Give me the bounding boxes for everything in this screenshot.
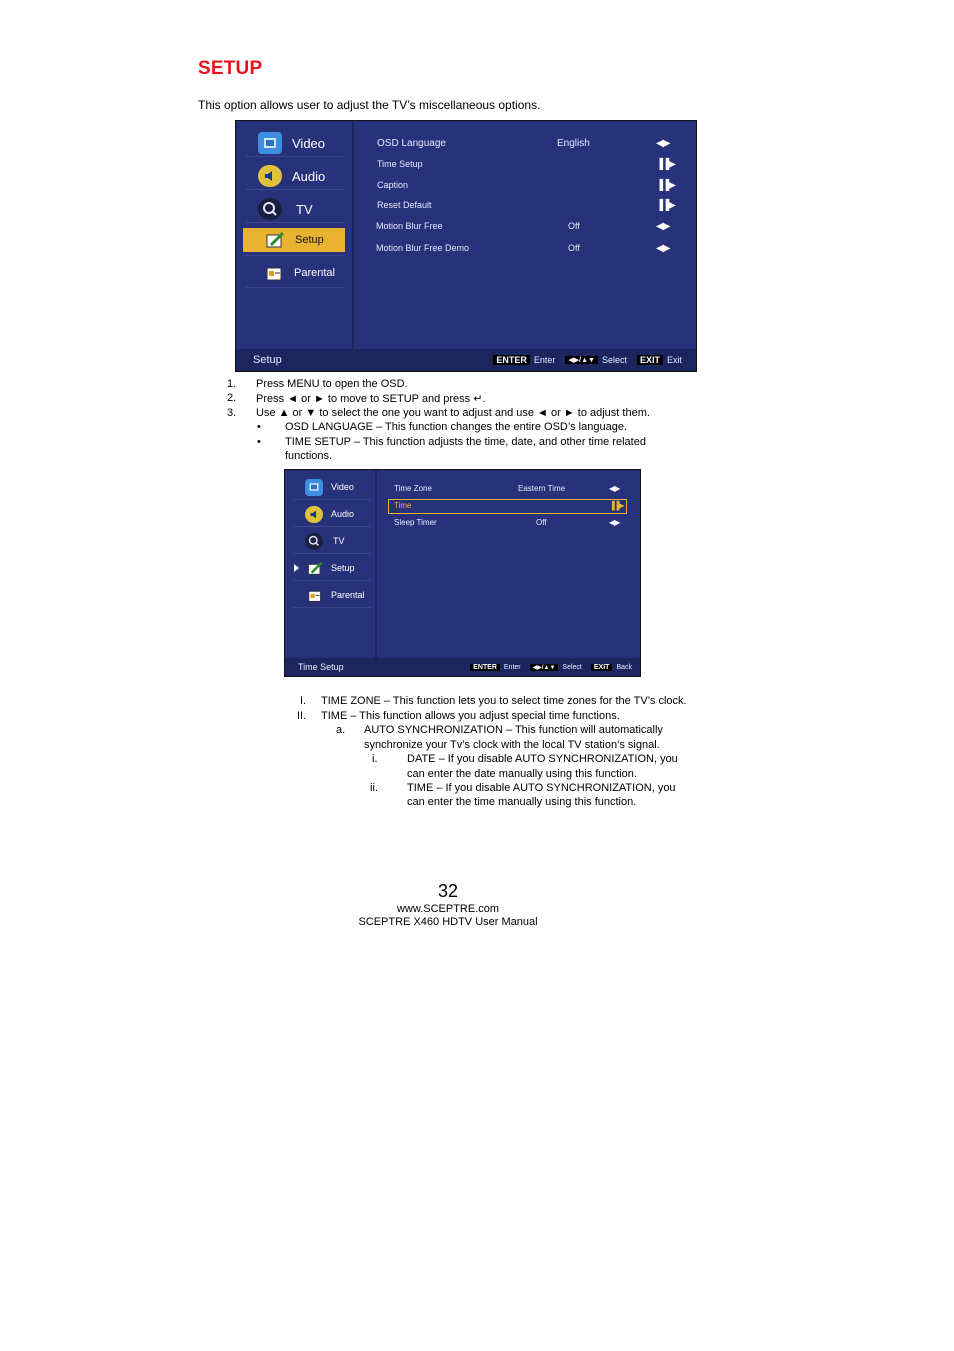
osd-setup-screenshot	[235, 120, 697, 372]
osd-menu-video[interactable]	[305, 476, 375, 498]
osd-status-bar	[285, 658, 640, 676]
key-hint: Back	[616, 663, 632, 671]
key-legend	[470, 658, 632, 676]
list-text: TIME – This function allows you adjust special time functions.	[321, 710, 620, 722]
row-label: Reset Default	[377, 200, 432, 210]
list-text: DATE – If you disable AUTO SYNCHRONIZATION, you	[407, 753, 678, 765]
lower-roman-number: ii.	[370, 782, 378, 794]
osd-row-motion-blur-free[interactable]	[376, 221, 676, 231]
left-right-arrow-icon: ◀▶	[656, 243, 670, 254]
left-right-arrow-icon: ◀▶	[609, 518, 620, 527]
menu-divider	[246, 156, 344, 157]
menu-divider	[293, 580, 371, 581]
step-number: 2.	[227, 392, 237, 404]
osd-row-caption[interactable]	[377, 180, 677, 190]
step-number: 1.	[227, 378, 237, 390]
osd-status-bar	[236, 349, 696, 371]
menu-divider	[293, 607, 371, 608]
step-text: Press MENU to open the OSD.	[256, 378, 408, 390]
osd-menu-parental[interactable]	[264, 260, 346, 286]
menu-divider	[293, 526, 371, 527]
row-label: Motion Blur Free	[376, 221, 443, 231]
key-legend	[493, 349, 682, 371]
osd-menu-label: TV	[296, 201, 313, 217]
osd-menu-label: Parental	[331, 590, 365, 600]
osd-menu-tv[interactable]	[258, 195, 346, 223]
row-value: Off	[568, 221, 580, 231]
video-icon	[305, 479, 323, 496]
setup-icon	[305, 560, 325, 577]
left-right-arrow-icon: ◀▶	[656, 221, 670, 232]
osd-menu-setup[interactable]	[243, 228, 345, 252]
list-text: AUTO SYNCHRONIZATION – This function will automatically	[364, 724, 663, 736]
row-label: Time Zone	[394, 484, 432, 493]
menu-divider	[246, 222, 344, 223]
arrow-keys-icon: ◀▶/▲▼	[565, 356, 598, 364]
page-number: 32	[437, 881, 459, 901]
enter-key: ENTER	[470, 664, 500, 671]
osd-row-time-setup[interactable]	[377, 159, 677, 169]
osd-menu-audio[interactable]	[305, 503, 375, 525]
osd-menu-video[interactable]	[258, 129, 346, 157]
osd-menu-label: TV	[333, 536, 345, 546]
selection-pointer-icon	[294, 564, 299, 572]
step-text: Press ◄ or ► to move to SETUP and press ↵.	[256, 393, 486, 405]
left-right-arrow-icon: ◀▶	[609, 484, 620, 493]
enter-arrow-icon: ▐▐▶	[656, 180, 675, 191]
row-label: Caption	[377, 180, 409, 190]
list-text: can enter the date manually using this function.	[407, 768, 637, 780]
enter-arrow-icon: ▐▐▶	[609, 501, 624, 510]
row-value: Eastern Time	[518, 484, 566, 493]
enter-arrow-icon: ▐▐▶	[656, 200, 675, 211]
audio-icon	[305, 506, 323, 523]
enter-arrow-icon: ▐▐▶	[656, 159, 675, 170]
list-text: TIME ZONE – This function lets you to select time zones for the TV’s clock.	[321, 695, 687, 707]
parental-icon	[264, 263, 286, 283]
osd-row-time[interactable]	[394, 501, 624, 510]
menu-divider	[246, 287, 344, 288]
osd-menu-label: Setup	[331, 563, 355, 573]
roman-number: I.	[300, 695, 307, 707]
osd-menu-label: Parental	[294, 267, 335, 279]
video-icon	[258, 132, 282, 154]
row-label: Time	[394, 501, 412, 510]
enter-key: ENTER	[493, 355, 530, 365]
osd-menu-setup[interactable]	[305, 557, 375, 579]
list-text: synchronize your Tv’s clock with the local TV station’s signal.	[364, 739, 660, 751]
exit-key: EXIT	[637, 355, 663, 365]
bullet-text: functions.	[285, 450, 333, 462]
osd-row-time-zone[interactable]	[394, 484, 624, 493]
row-label: Motion Blur Free Demo	[376, 243, 470, 253]
left-right-arrow-icon: ◀▶	[656, 138, 670, 149]
step-number: 3.	[227, 407, 237, 419]
list-text: can enter the time manually using this function.	[407, 796, 637, 808]
exit-key: EXIT	[591, 664, 613, 671]
setup-icon	[263, 230, 287, 250]
alpha-number: a.	[336, 724, 346, 736]
osd-row-sleep-timer[interactable]	[394, 518, 624, 527]
status-title: Setup	[253, 354, 282, 366]
audio-icon	[258, 165, 282, 187]
page-heading: SETUP	[198, 58, 263, 79]
bullet-text: TIME SETUP – This function adjusts the time, date, and other time related	[285, 436, 646, 448]
key-hint: Exit	[666, 355, 682, 365]
row-value: Off	[568, 243, 580, 253]
osd-row-reset-default[interactable]	[377, 200, 677, 210]
list-text: TIME – If you disable AUTO SYNCHRONIZATION, you	[407, 782, 676, 794]
parental-icon	[305, 587, 325, 604]
menu-divider	[293, 553, 371, 554]
intro-text: This option allows user to adjust the TV’s miscellaneous options.	[198, 98, 541, 112]
osd-time-setup-screenshot	[284, 469, 641, 677]
roman-number: II.	[297, 710, 307, 722]
key-hint: Select	[562, 663, 582, 671]
osd-menu-audio[interactable]	[258, 162, 346, 190]
osd-menu-label: Audio	[331, 509, 355, 519]
bullet-dot: •	[257, 421, 261, 433]
row-label: Sleep Timer	[394, 518, 437, 527]
bullet-dot: •	[257, 436, 261, 448]
key-hint: Select	[601, 355, 627, 365]
osd-menu-label: Video	[292, 135, 326, 151]
footer-manual-title: SCEPTRE X460 HDTV User Manual	[358, 916, 538, 928]
row-value: English	[557, 138, 590, 149]
osd-row-motion-blur-free-demo[interactable]	[376, 243, 676, 253]
status-title: Time Setup	[298, 662, 344, 672]
osd-menu-tv[interactable]	[305, 530, 375, 552]
bullet-text: OSD LANGUAGE – This function changes the entire OSD’s language.	[285, 421, 627, 433]
row-label: Time Setup	[377, 159, 423, 169]
step-text: Use ▲ or ▼ to select the one you want to adjust and use ◄ or ► to adjust them.	[256, 407, 650, 419]
row-label: OSD Language	[377, 138, 446, 149]
arrow-keys-icon: ◀▶/▲▼	[530, 664, 559, 671]
osd-menu-parental[interactable]	[305, 584, 375, 606]
row-value: Off	[536, 518, 547, 527]
lower-roman-number: i.	[372, 753, 378, 765]
key-hint: Enter	[533, 355, 556, 365]
osd-menu-label: Audio	[292, 168, 326, 184]
tv-icon	[258, 198, 282, 220]
key-hint: Enter	[503, 663, 521, 671]
footer-url: www.SCEPTRE.com	[396, 903, 500, 915]
menu-divider	[246, 255, 344, 256]
osd-menu-label: Video	[331, 482, 354, 492]
menu-divider	[293, 499, 371, 500]
osd-row-osd-language[interactable]	[377, 138, 677, 149]
osd-menu-label: Setup	[295, 234, 324, 246]
menu-divider	[246, 189, 344, 190]
tv-icon	[305, 533, 323, 550]
